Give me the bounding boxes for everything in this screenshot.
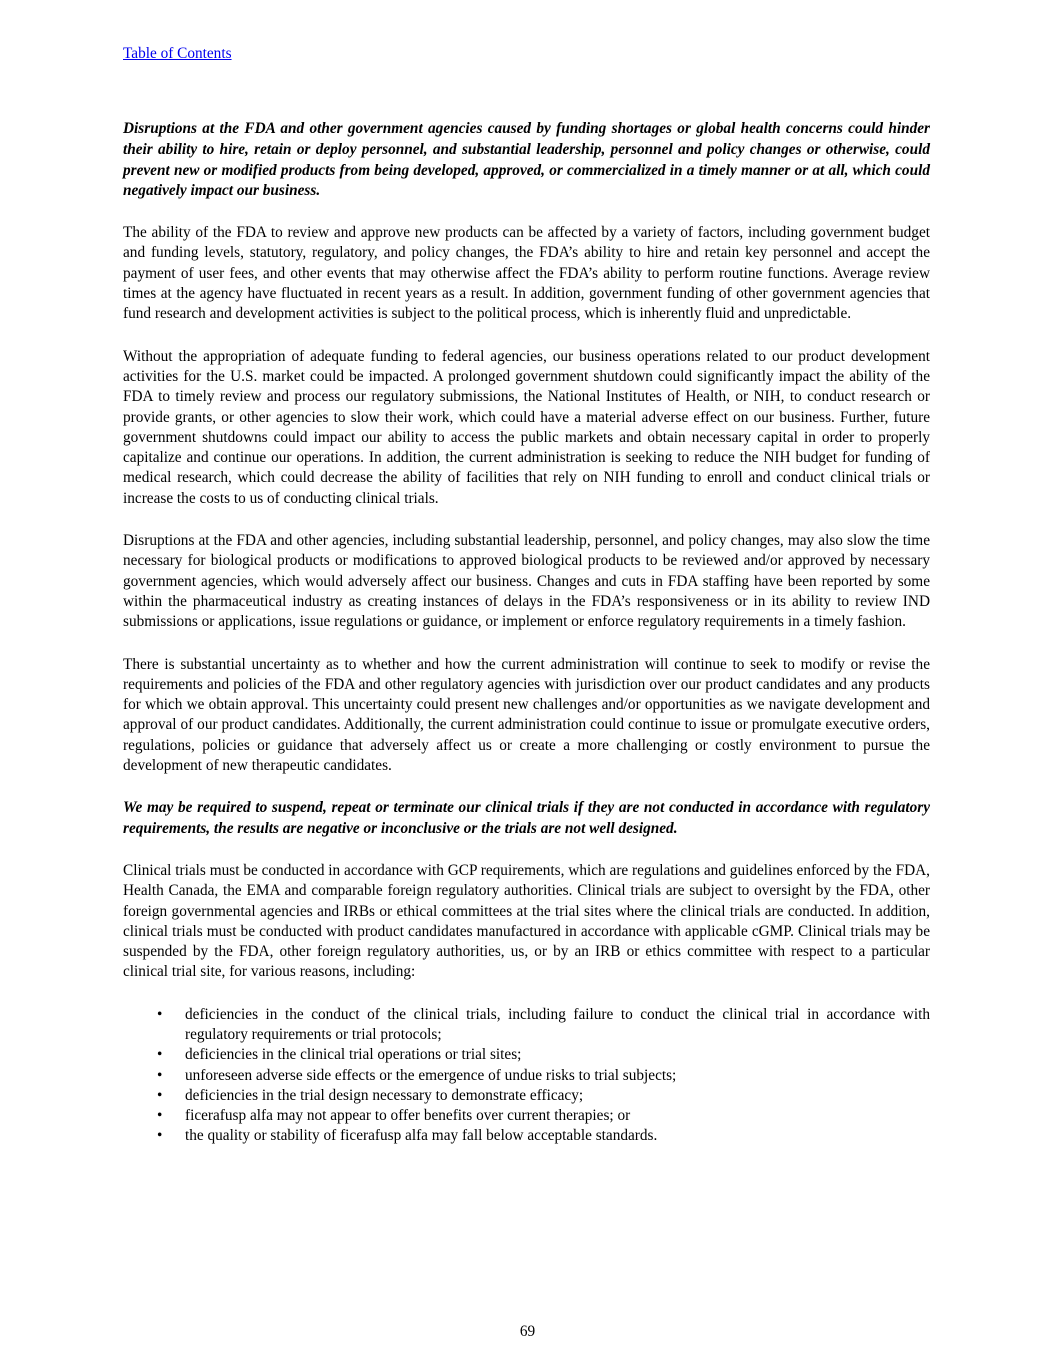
list-item: [123, 1106, 930, 1126]
bullet-icon: •: [157, 1107, 163, 1125]
bullet-icon: •: [157, 1086, 163, 1104]
list-item-text: deficiencies in the conduct of the clinical trials, including failure to conduct the clinical trial in accordance with regulatory requirements or trial protocols;: [185, 1005, 930, 1043]
list-item: [123, 1086, 930, 1106]
list-item: [123, 1045, 930, 1065]
bullet-icon: •: [157, 1005, 163, 1023]
list-item-text: the quality or stability of ficerafusp alfa may fall below acceptable standards.: [185, 1127, 658, 1145]
page-number: 69: [519, 1323, 536, 1340]
paragraph-funding-appropriation: Without the appropriation of adequate funding to federal agencies, our business operations related to our product development activities for the U.S. market could be impacted. A prolonged government shutdown could significantly impact the ability of the FDA to timely review and process our regulatory submissions, the National Institutes of Health, or NIH, to conduct research or provide grants, or other agencies to slow their work, which could have a material adverse effect on our business. Further, future government shutdowns could impact our ability to access the public markets and obtain necessary capital in order to properly capitalize and continue our operations. In addition, the current administration is seeking to reduce the NIH budget for funding of medical research, which could decrease the ability of facilities that rely on NIH funding to enroll and conduct clinical trials or increase the costs to us of conducting clinical trials.: [123, 347, 930, 507]
list-item-text: deficiencies in the clinical trial operations or trial sites;: [185, 1046, 522, 1064]
list-item-text: unforeseen adverse side effects or the emergence of undue risks to trial subjects;: [185, 1066, 677, 1084]
bullet-list: [123, 1005, 930, 1147]
table-of-contents-link[interactable]: Table of Contents: [123, 45, 232, 62]
list-item-text: ficerafusp alfa may not appear to offer benefits over current therapies; or: [185, 1107, 631, 1125]
paragraph-fda-staffing-changes: Disruptions at the FDA and other agencies, including substantial leadership, personnel, and policy changes, may also slow the time necessary for biological products or modifications to approved biological products to be reviewed and/or approved by necessary government agencies, which would adversely affect our business. Changes and cuts in FDA staffing have been reported by some within the pharmaceutical industry as creating instances of delays in the FDA’s responsiveness or in its ability to review IND submissions or applications, issue regulations or guidance, or implement or enforce regulatory requirements in a timely fashion.: [123, 532, 930, 631]
list-item: [123, 1066, 930, 1086]
list-item-text: deficiencies in the trial design necessary to demonstrate efficacy;: [185, 1086, 584, 1104]
page-content: [123, 119, 930, 1147]
paragraph-administration-uncertainty: There is substantial uncertainty as to whether and how the current administration will continue to seek to modify or revise the requirements and policies of the FDA and other regulatory agencies with jurisdiction over our product candidates and any products for which we obtain approval. This uncertainty could present new challenges and/or opportunities as we navigate development and approval of our product candidates. Additionally, the current administration could continue to issue or promulgate executive orders, regulations, policies or guidance that adversely affect us or create a more challenging or costly environment to pursue the development of new therapeutic candidates.: [123, 655, 930, 775]
list-item: [123, 1126, 930, 1146]
paragraph-fda-review-ability: The ability of the FDA to review and approve new products can be affected by a variety of factors, including government budget and funding levels, statutory, regulatory, and policy changes, the FDA’s ability to hire and retain key personnel and accept the payment of user fees, and other events that may otherwise affect the FDA’s ability to perform routine functions. Average review times at the agency have fluctuated in recent years as a result. In addition, government funding of other government agencies that fund research and development activities is subject to the political process, which is inherently fluid and unpredictable.: [123, 224, 930, 323]
risk-heading-clinical-trials: We may be required to suspend, repeat or terminate our clinical trials if they are not conducted in accordance with regulatory requirements, the results are negative or inconclusive or the trials are not well designed.: [123, 799, 930, 838]
list-item: [123, 1005, 930, 1046]
risk-heading-fda-disruptions: Disruptions at the FDA and other government agencies caused by funding shortages or global health concerns could hinder their ability to hire, retain or deploy personnel, and substantial leadership, personnel and policy changes or otherwise, could prevent new or modified products from being developed, approved, or commercialized in a timely manner or at all, which could negatively impact our business.: [123, 120, 930, 200]
paragraph-gcp-requirements: Clinical trials must be conducted in accordance with GCP requirements, which are regulations and guidelines enforced by the FDA, Health Canada, the EMA and comparable foreign regulatory authorities. Clinical trials are subject to oversight by the FDA, other foreign governmental agencies and IRBs or ethical committees at the trial sites where the clinical trials are conducted. In addition, clinical trials must be conducted with product candidates manufactured in accordance with applicable cGMP. Clinical trials may be suspended by the FDA, other foreign regulatory authorities, us, or by an IRB or ethics committee with respect to a particular clinical trial site, for various reasons, including:: [123, 861, 930, 981]
bullet-icon: •: [157, 1066, 163, 1084]
bullet-icon: •: [157, 1127, 163, 1145]
bullet-icon: •: [157, 1046, 163, 1064]
